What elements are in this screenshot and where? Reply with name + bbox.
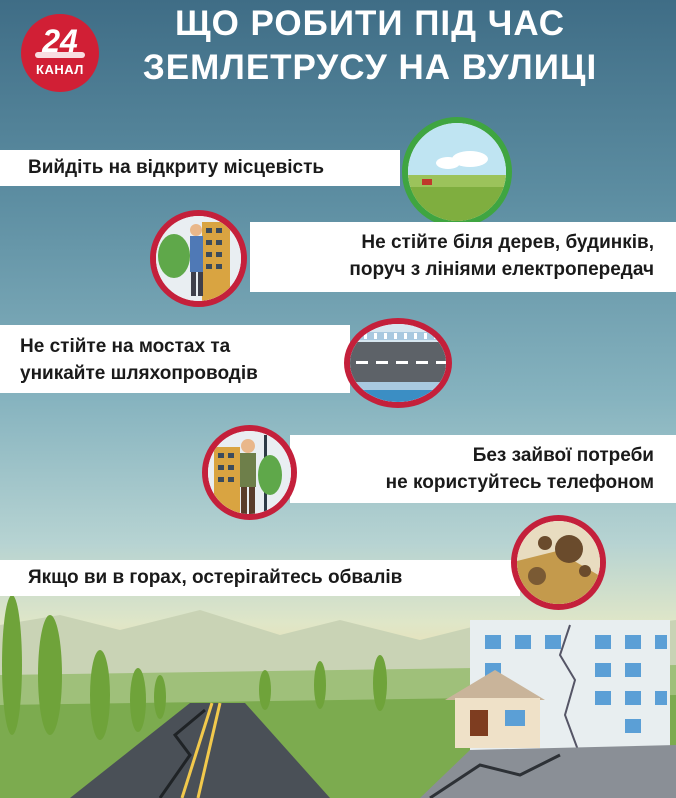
tip-3-line-1: Не стійте на мостах та — [20, 336, 231, 357]
logo-label: КАНАЛ — [36, 62, 84, 77]
title-line-1: ЩО РОБИТИ ПІД ЧАС — [174, 4, 566, 43]
person-on-phone-icon — [202, 425, 297, 520]
earthquake-street-scene — [0, 585, 676, 798]
title-line-2: ЗЕМЛЕТРУСУ НА ВУЛИЦІ — [142, 48, 598, 87]
tip-banner-1 — [0, 150, 400, 186]
open-field-icon — [402, 117, 512, 227]
person-near-tree-icon — [150, 210, 247, 307]
tip-5-line-1: Якщо ви в горах, остерігайтесь обвалів — [28, 567, 403, 588]
tip-banner-4 — [290, 435, 676, 503]
tip-2-line-2: поруч з лініями електропередач — [349, 259, 654, 280]
tip-3-line-2: уникайте шляхопроводів — [20, 363, 258, 384]
tip-banner-5 — [0, 560, 520, 596]
tip-banner-2 — [250, 222, 676, 292]
falling-rocks-icon — [511, 515, 606, 610]
bridge-icon — [344, 318, 452, 408]
tip-4-line-2: не користуйтесь телефоном — [385, 472, 654, 493]
tip-4-line-1: Без зайвої потреби — [472, 445, 654, 466]
channel-24-logo — [21, 14, 99, 92]
logo-number: 24 — [42, 23, 78, 59]
tip-banner-3 — [0, 325, 350, 393]
tip-2-line-1: Не стійте біля дерев, будинків, — [361, 232, 654, 253]
tip-1-line-1: Вийдіть на відкриту місцевість — [28, 157, 325, 178]
